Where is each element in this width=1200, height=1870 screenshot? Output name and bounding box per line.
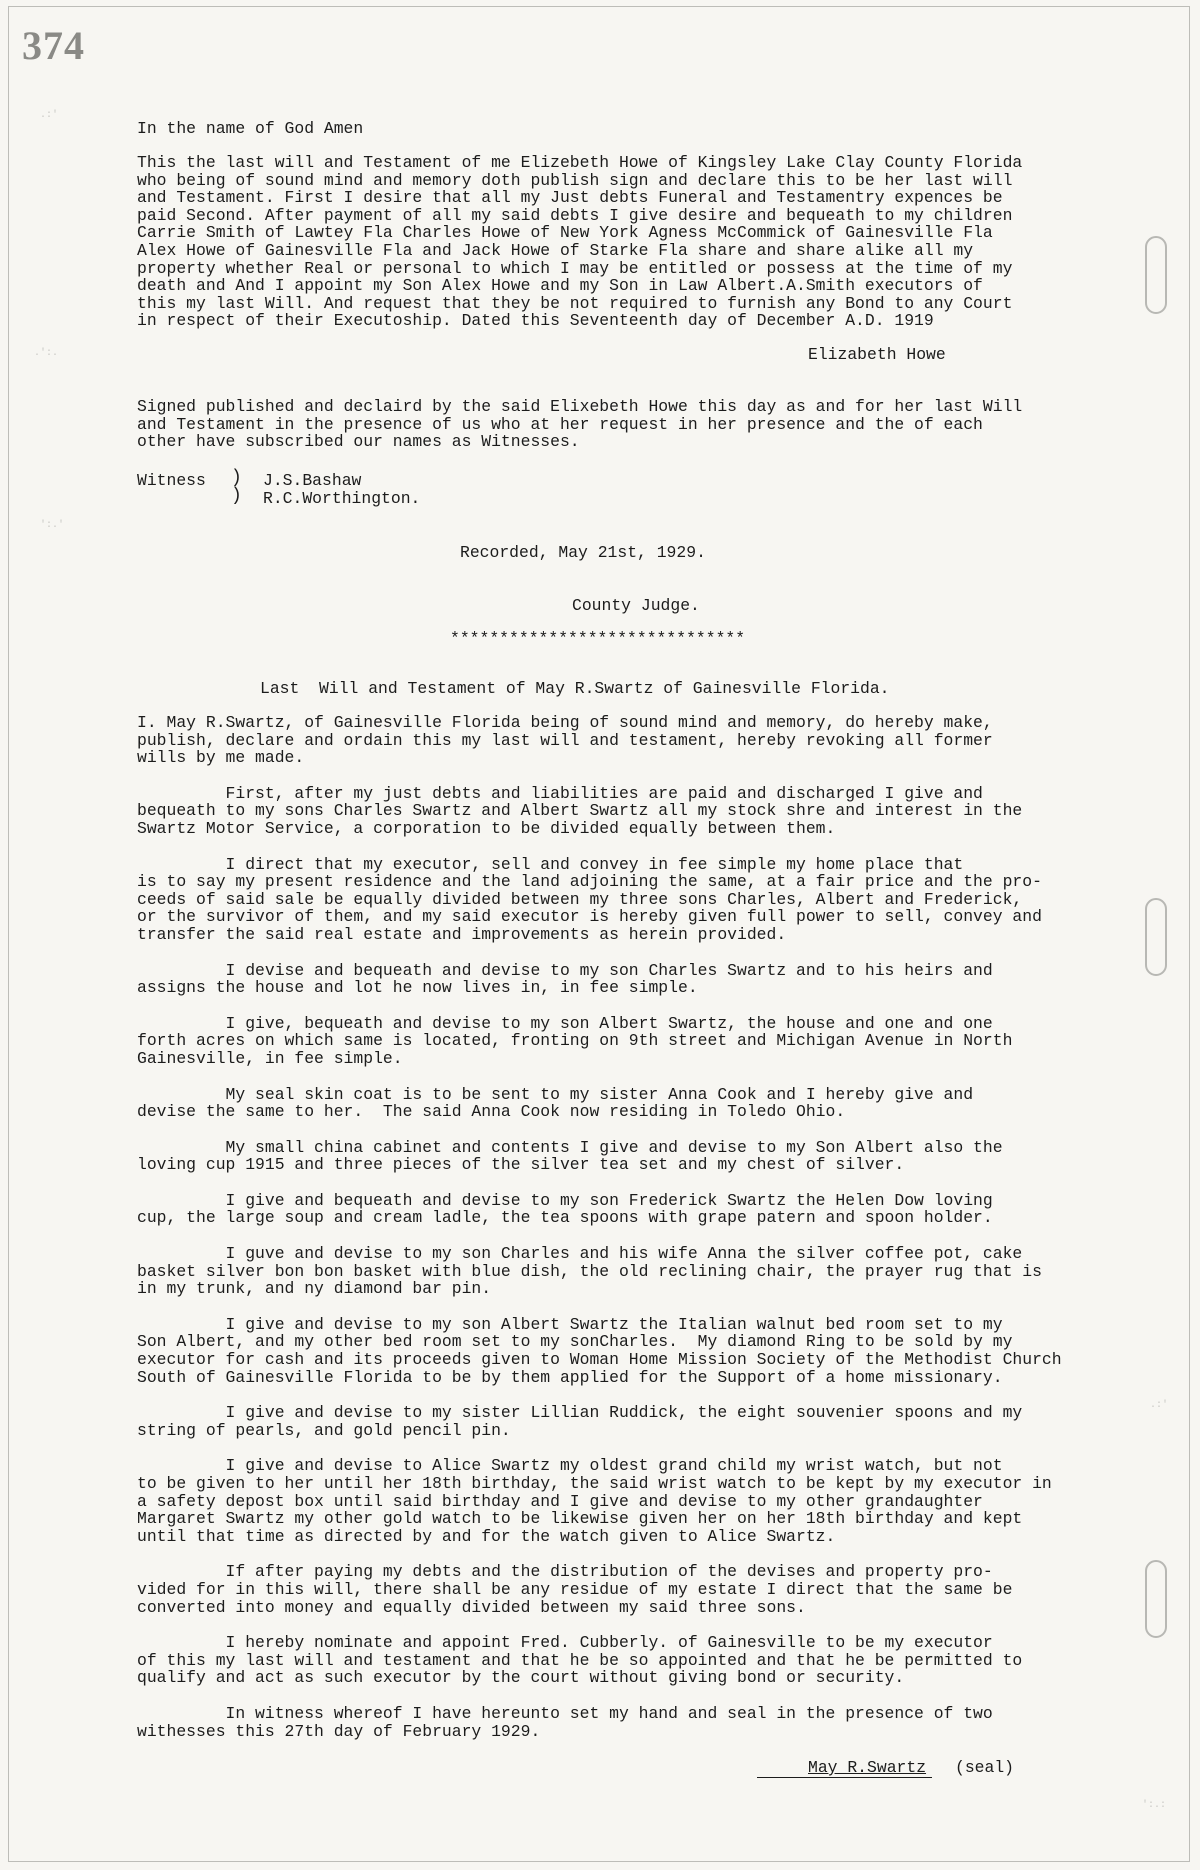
margin-speck: .:' xyxy=(1150,1400,1169,1411)
will2-seal: (seal) xyxy=(955,1758,1015,1777)
text-line: property whether Real or personal to which I may be entitled or possess at the time of my xyxy=(137,258,1013,278)
text-line: loving cup 1915 and three pieces of the silver tea set and my chest of silver. xyxy=(137,1155,905,1175)
text-line: My small china cabinet and contents I give and devise to my Son Albert also the xyxy=(137,1137,1003,1157)
text-line: forth acres on which same is located, fronting on 9th street and Michigan Avenue in North xyxy=(137,1031,1013,1051)
text-line: transfer the said real estate and improvements as herein provided. xyxy=(137,924,787,944)
text-line: South of Gainesville Florida to be by them applied for the Support of a home missionary. xyxy=(137,1367,1003,1387)
text-line: basket silver bon bon basket with blue dish, the old reclining chair, the prayer rug that is xyxy=(137,1261,1042,1281)
text-line: vided for in this will, there shall be any residue of my estate I direct that the same be xyxy=(137,1579,1013,1599)
will2-paragraph xyxy=(137,1457,1062,1545)
will2-paragraph xyxy=(137,1015,1062,1068)
binder-ring-middle xyxy=(1145,898,1167,976)
text-line: I devise and bequeath and devise to my son Charles Swartz and to his heirs and xyxy=(137,960,993,980)
text-line: or the survivor of them, and my said executor is hereby given full power to sell, convey and xyxy=(137,907,1042,927)
text-line: cup, the large soup and cream ladle, the tea spoons with grape patern and spoon holder. xyxy=(137,1208,993,1228)
text-line: and Testament. First I desire that all my Just debts Funeral and Testamentry expences be xyxy=(137,188,1003,208)
text-line: who being of sound mind and memory doth publish sign and declare this to be her last will xyxy=(137,170,1013,190)
text-line: First, after my just debts and liabilities are paid and discharged I give and xyxy=(137,783,983,803)
will2-signature: May R.Swartz xyxy=(808,1758,927,1777)
witness-label: Witness xyxy=(137,471,206,490)
margin-speck: .':. xyxy=(34,348,59,359)
text-line: publish, declare and ordain this my last will and testament, hereby revoking all former xyxy=(137,730,993,750)
text-line: I. May R.Swartz, of Gainesville Florida being of sound mind and memory, do hereby make, xyxy=(137,713,993,732)
margin-speck: ':.: xyxy=(1142,1800,1167,1811)
text-line: withesses this 27th day of February 1929. xyxy=(137,1721,541,1741)
witness-name: R.C.Worthington. xyxy=(263,489,421,508)
text-line: If after paying my debts and the distribution of the devises and property pro- xyxy=(137,1562,993,1582)
will2-paragraph xyxy=(137,1086,1062,1121)
text-line: converted into money and equally divided between my said three sons. xyxy=(137,1597,806,1617)
text-line: I direct that my executor, sell and convey in fee simple my home place that xyxy=(137,854,964,874)
text-line: Swartz Motor Service, a corporation to be divided equally between them. xyxy=(137,818,836,838)
text-line: death and And I appoint my Son Alex Howe and my Son in Law Albert.A.Smith executors of xyxy=(137,276,983,296)
witness-name: J.S.Bashaw xyxy=(263,471,362,490)
text-line: to be given to her until her 18th birthday, the said wrist watch to be kept by my executor in xyxy=(137,1474,1052,1493)
will2-paragraph xyxy=(137,1192,1062,1227)
binder-ring-top xyxy=(1145,236,1167,314)
text-line: I give, bequeath and devise to my son Albert Swartz, the house and one and one xyxy=(137,1013,993,1033)
will2-paragraph xyxy=(137,962,1062,997)
text-line: this my last Will. And request that they be not required to furnish any Bond to any Court xyxy=(137,293,1013,313)
binder-ring-bottom xyxy=(1145,1560,1167,1638)
text-line: a safety depost box until said birthday and I give and devise to my other grandaughter xyxy=(137,1491,983,1511)
margin-speck: .:' xyxy=(40,110,59,121)
will1-body xyxy=(137,154,1022,330)
will2-paragraph xyxy=(137,1316,1062,1386)
text-line: in my trunk, and ny diamond bar pin. xyxy=(137,1279,492,1299)
text-line: My seal skin coat is to be sent to my sister Anna Cook and I hereby give and xyxy=(137,1084,974,1104)
text-line: wills by me made. xyxy=(137,748,305,768)
witness-brace: ) ) xyxy=(231,468,242,506)
text-line: and Testament in the presence of us who at her request in her presence and the of each xyxy=(137,414,983,434)
text-line: I hereby nominate and appoint Fred. Cubberly. of Gainesville to be my executor xyxy=(137,1633,993,1653)
will1-heading: In the name of God Amen xyxy=(137,119,364,138)
text-line: Carrie Smith of Lawtey Fla Charles Howe of New York Agness McCommick of Gainesville Fla xyxy=(137,223,993,243)
margin-speck: ':.' xyxy=(40,520,65,531)
text-line: bequeath to my sons Charles Swartz and Albert Swartz all my stock shre and interest in the xyxy=(137,801,1023,821)
will2-paragraph xyxy=(137,1705,1062,1740)
text-line: of this my last will and testament and that he be so appointed and that he be permitted to xyxy=(137,1650,1023,1670)
recorded-date: Recorded, May 21st, 1929. xyxy=(460,543,706,562)
text-line: paid Second. After payment of all my said debts I give desire and bequeath to my children xyxy=(137,205,1013,225)
page-number: 374 xyxy=(22,23,85,68)
will1-attestation xyxy=(137,398,1022,451)
will2-body xyxy=(137,714,1062,1758)
will2-paragraph xyxy=(137,856,1062,944)
will2-paragraph xyxy=(137,1139,1062,1174)
text-line: I give and devise to my son Albert Swartz the Italian walnut bed room set to my xyxy=(137,1314,1003,1334)
text-line: in respect of their Executoship. Dated this Seventeenth day of December A.D. 1919 xyxy=(137,311,934,331)
will1-signature: Elizabeth Howe xyxy=(808,345,946,364)
text-line: Gainesville, in fee simple. xyxy=(137,1048,403,1068)
text-line: executor for cash and its proceeds given to Woman Home Mission Society of the Methodist Church xyxy=(137,1350,1062,1370)
will2-paragraph xyxy=(137,1563,1062,1616)
text-line: ceeds of said sale be equally divided between my three sons Charles, Albert and Frederick, xyxy=(137,889,1023,909)
text-line: until that time as directed by and for the watch given to Alice Swartz. xyxy=(137,1526,836,1546)
separator: ****************************** xyxy=(450,629,746,648)
text-line: assigns the house and lot he now lives in, in fee simple. xyxy=(137,978,698,998)
will2-paragraph xyxy=(137,1245,1062,1298)
will2-title: Last Will and Testament of May R.Swartz of Gainesville Florida. xyxy=(260,679,890,698)
will2-paragraph xyxy=(137,714,1062,767)
text-line: I give and devise to my sister Lillian Ruddick, the eight souvenier spoons and my xyxy=(137,1403,1023,1423)
text-line: I give and bequeath and devise to my son Frederick Swartz the Helen Dow loving xyxy=(137,1190,993,1210)
text-line: Alex Howe of Gainesville Fla and Jack Howe of Starke Fla share and share alike all my xyxy=(137,240,974,260)
text-line: other have subscribed our names as Witnesses. xyxy=(137,432,580,452)
will2-paragraph xyxy=(137,1634,1062,1687)
will2-paragraph xyxy=(137,785,1062,838)
text-line: qualify and act as such executor by the court without giving bond or security. xyxy=(137,1668,905,1688)
text-line: I give and devise to Alice Swartz my oldest grand child my wrist watch, but not xyxy=(137,1456,1003,1476)
will2-paragraph xyxy=(137,1404,1062,1439)
text-line: Margaret Swartz my other gold watch to be likewise given her on her 18th birthday and kept xyxy=(137,1509,1023,1529)
text-line: string of pearls, and gold pencil pin. xyxy=(137,1420,511,1440)
text-line: devise the same to her. The said Anna Cook now residing in Toledo Ohio. xyxy=(137,1102,846,1122)
county-judge: County Judge. xyxy=(572,596,700,615)
text-line: I guve and devise to my son Charles and his wife Anna the silver coffee pot, cake xyxy=(137,1244,1023,1264)
text-line: is to say my present residence and the land adjoining the same, at a fair price and the pro- xyxy=(137,872,1042,892)
text-line: This the last will and Testament of me Elizebeth Howe of Kingsley Lake Clay County Florida xyxy=(137,153,1023,172)
text-line: Son Albert, and my other bed room set to my sonCharles. My diamond Ring to be sold by my xyxy=(137,1332,1013,1352)
text-line: In witness whereof I have hereunto set my hand and seal in the presence of two xyxy=(137,1703,993,1723)
text-line: Signed published and declaird by the said Elixebeth Howe this day as and for her last Will xyxy=(137,397,1023,416)
